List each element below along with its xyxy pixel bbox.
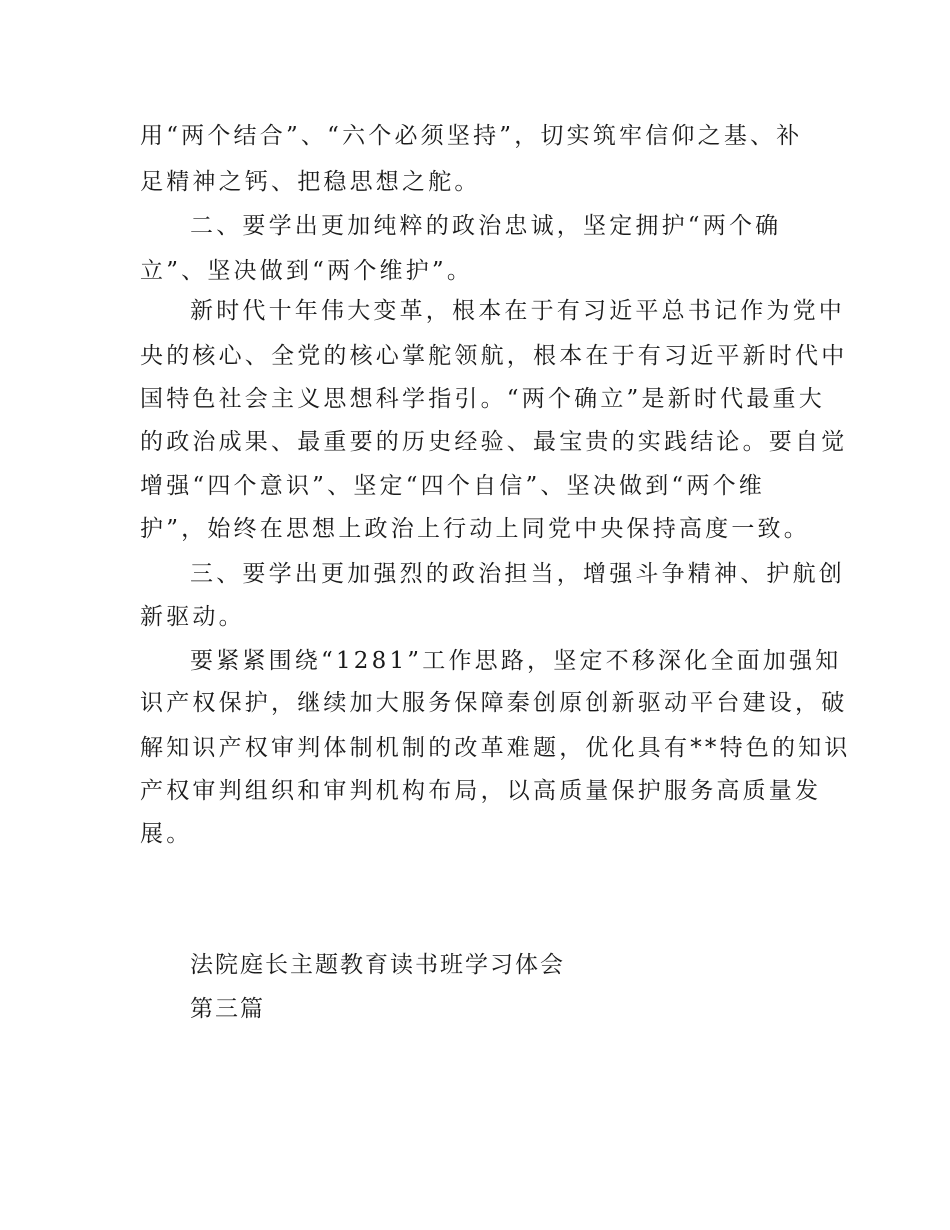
paragraph-line: 足精神之钙、把稳思想之舵。: [140, 169, 481, 195]
paragraph-line: 用“两个结合”、“六个必须坚持”，切实筑牢信仰之基、补: [140, 123, 803, 149]
paragraph-line: 产权审判组织和审判机构布局，以高质量保护服务高质量发: [140, 778, 822, 804]
paragraph-line: 护”，始终在思想上政治上行动上同党中央保持高度一致。: [140, 516, 810, 542]
section-heading-line: 立”、坚决做到“两个维护”。: [140, 258, 474, 284]
paragraph-line: 解知识产权审判体制机制的改革难题，优化具有**特色的知识: [140, 735, 851, 761]
paragraph-line: 展。: [140, 821, 193, 847]
paragraph-line: 央的核心、全党的核心掌舵领航，根本在于有习近平新时代中: [140, 343, 848, 369]
paragraph-line: 要紧紧围绕“1281”工作思路，坚定不移深化全面加强知: [190, 648, 842, 674]
paragraph-line: 新时代十年伟大变革，根本在于有习近平总书记作为党中: [190, 298, 845, 324]
section-heading-line: 二、要学出更加纯粹的政治忠诚，坚定拥护“两个确: [190, 213, 782, 239]
paragraph-line: 识产权保护，继续加大服务保障秦创原创新驱动平台建设，破: [140, 690, 848, 716]
next-article-title: 法院庭长主题教育读书班学习体会: [190, 952, 565, 978]
paragraph-line: 的政治成果、最重要的历史经验、最宝贵的实践结论。要自觉: [140, 429, 848, 455]
next-article-part: 第三篇: [190, 996, 265, 1022]
section-heading-line: 新驱动。: [140, 604, 245, 630]
section-heading-line: 三、要学出更加强烈的政治担当，增强斗争精神、护航创: [190, 561, 845, 587]
paragraph-line: 增强“四个意识”、坚定“四个自信”、坚决做到“两个维: [140, 473, 765, 499]
paragraph-line: 国特色社会主义思想科学指引。“两个确立”是新时代最重大: [140, 386, 825, 412]
